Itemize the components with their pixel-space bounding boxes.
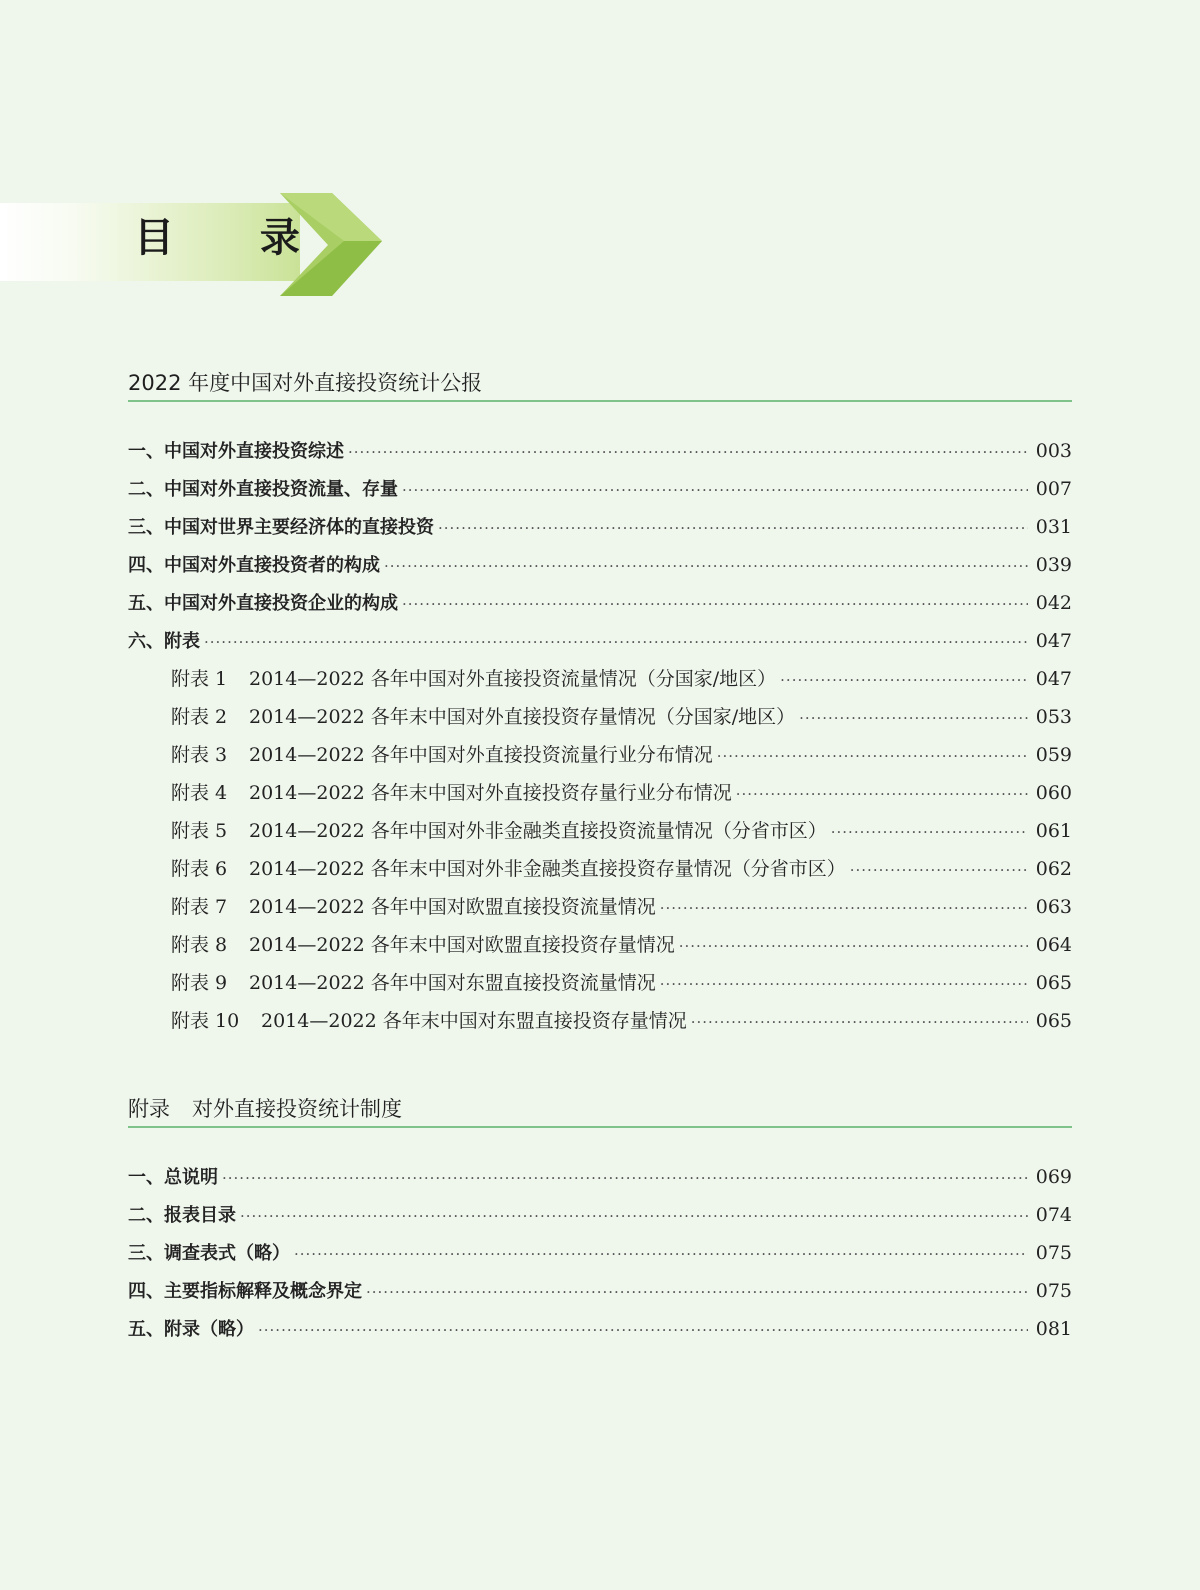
dot-leader bbox=[222, 1159, 1028, 1197]
toc-entry-title: 2014—2022 各年末中国对东盟直接投资存量情况 bbox=[261, 1010, 687, 1032]
toc-entry-label bbox=[171, 736, 713, 774]
toc-entry[interactable] bbox=[128, 1272, 1072, 1310]
toc-entry-page: 063 bbox=[1035, 896, 1072, 918]
toc-entry-number: 附表 2 bbox=[171, 706, 228, 728]
toc-entry[interactable] bbox=[128, 508, 1072, 546]
toc-entry-label: 一、总说明 bbox=[128, 1167, 218, 1188]
toc-entry-title: 2014—2022 各年中国对欧盟直接投资流量情况 bbox=[249, 896, 656, 918]
toc-entry-label: 四、中国对外直接投资者的构成 bbox=[128, 555, 380, 576]
toc-entry[interactable] bbox=[128, 1002, 1072, 1040]
toc-entry-label: 六、附表 bbox=[128, 631, 200, 652]
toc-entry[interactable] bbox=[128, 926, 1072, 964]
toc-entry-number: 附表 10 bbox=[171, 1010, 240, 1032]
toc-entry-page: 081 bbox=[1035, 1318, 1072, 1340]
toc-entry-title: 2014—2022 各年中国对外非金融类直接投资流量情况（分省市区） bbox=[249, 820, 827, 842]
toc-entry-page: 053 bbox=[1035, 706, 1072, 728]
toc-entry[interactable] bbox=[128, 1158, 1072, 1196]
dot-leader bbox=[294, 1235, 1028, 1273]
toc-entry-number: 附表 9 bbox=[171, 972, 228, 994]
toc-entry-page: 062 bbox=[1035, 858, 1072, 880]
toc-entry-page: 042 bbox=[1035, 592, 1072, 614]
toc-section-appendix bbox=[128, 1092, 1072, 1348]
dot-leader bbox=[402, 585, 1028, 623]
toc-entry-number: 附表 4 bbox=[171, 782, 228, 804]
toc-entry-label: 五、中国对外直接投资企业的构成 bbox=[128, 593, 398, 614]
toc-entry-page: 064 bbox=[1035, 934, 1072, 956]
dot-leader bbox=[438, 509, 1028, 547]
toc-entry-label bbox=[171, 926, 675, 964]
toc-entry-label bbox=[171, 698, 795, 736]
toc-entry-label: 五、附录（略） bbox=[128, 1319, 254, 1340]
toc-entry-label: 三、调查表式（略） bbox=[128, 1243, 290, 1264]
dot-leader bbox=[831, 813, 1028, 851]
dot-leader bbox=[780, 661, 1028, 699]
toc-entry-label: 一、中国对外直接投资综述 bbox=[128, 441, 344, 462]
toc-entry-page: 069 bbox=[1035, 1166, 1072, 1188]
toc-entry-page: 047 bbox=[1035, 630, 1072, 652]
toc-entry-page: 075 bbox=[1035, 1280, 1072, 1302]
toc-section-bulletin bbox=[128, 366, 1072, 1040]
dot-leader bbox=[204, 623, 1028, 661]
toc-entry-number: 附表 7 bbox=[171, 896, 228, 918]
section-title: 2022 年度中国对外直接投资统计公报 bbox=[128, 366, 1072, 402]
toc-entry-label: 二、报表目录 bbox=[128, 1205, 236, 1226]
dot-leader bbox=[366, 1273, 1028, 1311]
dot-leader bbox=[850, 851, 1028, 889]
toc-entry[interactable] bbox=[128, 736, 1072, 774]
toc-entry-label: 二、中国对外直接投资流量、存量 bbox=[128, 479, 398, 500]
toc-entry-number: 附表 1 bbox=[171, 668, 228, 690]
toc-entry-page: 060 bbox=[1035, 782, 1072, 804]
toc-entry[interactable] bbox=[128, 1196, 1072, 1234]
toc-entry-number: 附表 6 bbox=[171, 858, 228, 880]
toc-entry-label bbox=[171, 850, 846, 888]
toc-list bbox=[128, 432, 1072, 1040]
dot-leader bbox=[736, 775, 1028, 813]
toc-entry-title: 2014—2022 各年末中国对外直接投资存量情况（分国家/地区） bbox=[249, 706, 796, 728]
toc-entry-page: 061 bbox=[1035, 820, 1072, 842]
toc-entry[interactable] bbox=[128, 812, 1072, 850]
toc-entry-label bbox=[171, 660, 776, 698]
dot-leader bbox=[679, 927, 1028, 965]
toc-entry[interactable] bbox=[128, 964, 1072, 1002]
toc-entry-page: 074 bbox=[1035, 1204, 1072, 1226]
toc-entry-title: 2014—2022 各年中国对外直接投资流量情况（分国家/地区） bbox=[249, 668, 777, 690]
dot-leader bbox=[402, 471, 1028, 509]
toc-entry-page: 039 bbox=[1035, 554, 1072, 576]
toc-entry-label: 四、主要指标解释及概念界定 bbox=[128, 1281, 362, 1302]
toc-entry[interactable] bbox=[128, 774, 1072, 812]
toc-entry[interactable] bbox=[128, 888, 1072, 926]
section-title-prefix: 附录 bbox=[128, 1097, 170, 1121]
toc-entry[interactable] bbox=[128, 546, 1072, 584]
dot-leader bbox=[258, 1311, 1028, 1349]
dot-leader bbox=[240, 1197, 1028, 1235]
dot-leader bbox=[384, 547, 1028, 585]
toc-entry-label bbox=[171, 1002, 687, 1040]
dot-leader bbox=[660, 889, 1028, 927]
toc-entry[interactable] bbox=[128, 698, 1072, 736]
toc-entry[interactable] bbox=[128, 660, 1072, 698]
toc-entry-label bbox=[171, 774, 732, 812]
toc-entry[interactable] bbox=[128, 584, 1072, 622]
toc-entry[interactable] bbox=[128, 432, 1072, 470]
toc-entry-page: 075 bbox=[1035, 1242, 1072, 1264]
toc-entry-number: 附表 3 bbox=[171, 744, 228, 766]
toc-entry-label bbox=[171, 812, 827, 850]
dot-leader bbox=[348, 433, 1028, 471]
toc-entry[interactable] bbox=[128, 470, 1072, 508]
toc-entry[interactable] bbox=[128, 622, 1072, 660]
toc-entry-label bbox=[171, 888, 656, 926]
section-title-text: 对外直接投资统计制度 bbox=[192, 1097, 402, 1121]
toc-entry-page: 003 bbox=[1035, 440, 1072, 462]
toc-entry-title: 2014—2022 各年末中国对外直接投资存量行业分布情况 bbox=[249, 782, 732, 804]
toc-entry-page: 047 bbox=[1035, 668, 1072, 690]
toc-entry-page: 007 bbox=[1035, 478, 1072, 500]
toc-entry-label: 三、中国对世界主要经济体的直接投资 bbox=[128, 517, 434, 538]
toc-entry-page: 031 bbox=[1035, 516, 1072, 538]
dot-leader bbox=[691, 1003, 1028, 1041]
toc-entry-title: 2014—2022 各年中国对东盟直接投资流量情况 bbox=[249, 972, 656, 994]
toc-list bbox=[128, 1158, 1072, 1348]
dot-leader bbox=[799, 699, 1028, 737]
toc-entry-number: 附表 8 bbox=[171, 934, 228, 956]
toc-entry-title: 2014—2022 各年中国对外直接投资流量行业分布情况 bbox=[249, 744, 713, 766]
toc-entry[interactable] bbox=[128, 1310, 1072, 1348]
toc-entry-page: 065 bbox=[1035, 972, 1072, 994]
toc-entry[interactable] bbox=[128, 850, 1072, 888]
toc-entry-title: 2014—2022 各年末中国对外非金融类直接投资存量情况（分省市区） bbox=[249, 858, 846, 880]
dot-leader bbox=[660, 965, 1028, 1003]
section-title bbox=[128, 1092, 1072, 1128]
toc-entry-page: 065 bbox=[1035, 1010, 1072, 1032]
dot-leader bbox=[717, 737, 1028, 775]
toc-entry-number: 附表 5 bbox=[171, 820, 228, 842]
toc-entry-page: 059 bbox=[1035, 744, 1072, 766]
toc-entry[interactable] bbox=[128, 1234, 1072, 1272]
page-title: 目 录 bbox=[134, 214, 336, 261]
toc-entry-title: 2014—2022 各年末中国对欧盟直接投资存量情况 bbox=[249, 934, 675, 956]
toc-entry-label bbox=[171, 964, 656, 1002]
